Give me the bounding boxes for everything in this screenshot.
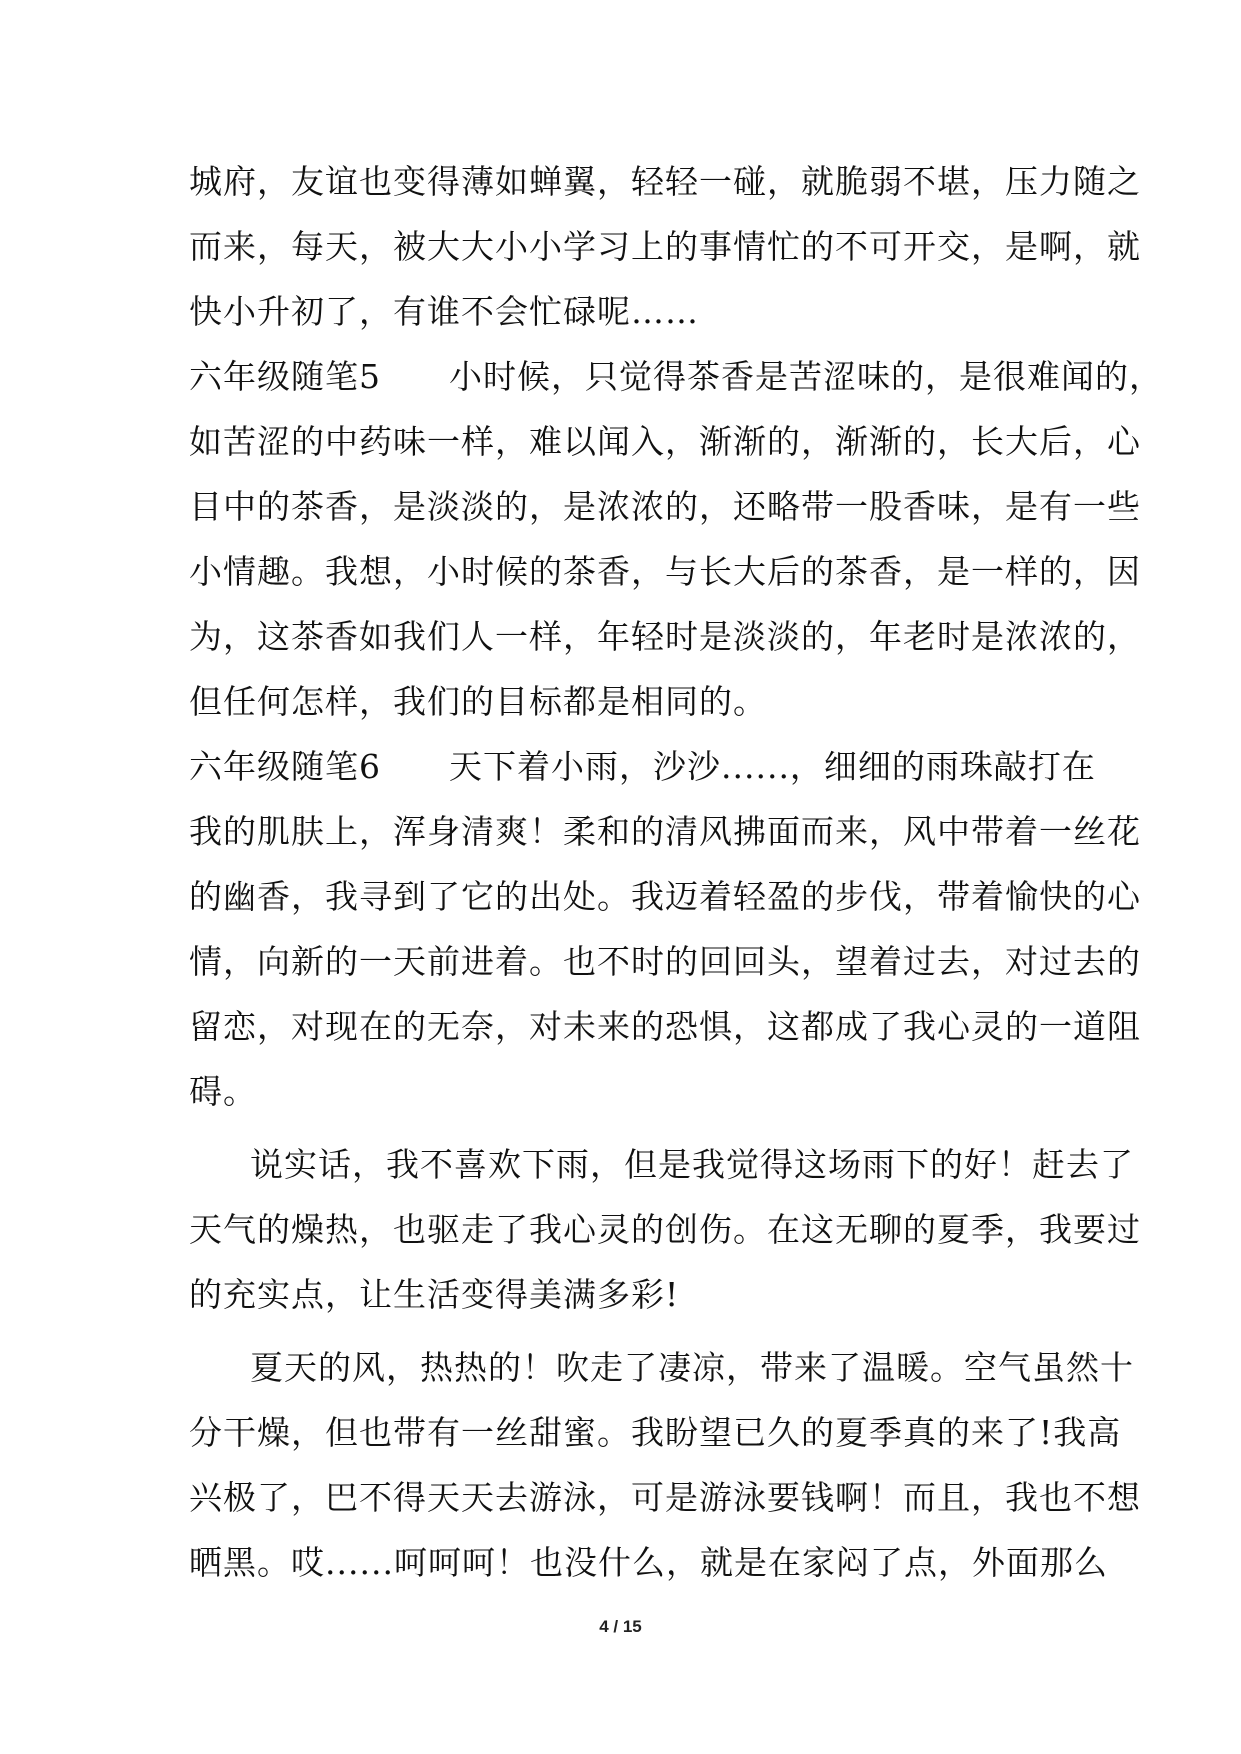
text-line: 留恋，对现在的无奈，对未来的恐惧，这都成了我心灵的一道阻 — [189, 1007, 1141, 1046]
page-number: 4 / 15 — [599, 1617, 642, 1636]
text-line: 的幽香，我寻到了它的出处。我迈着轻盈的步伐，带着愉快的心 — [189, 877, 1141, 916]
text-line: 六年级随笔5 小时候，只觉得茶香是苦涩味的，是很难闻的， — [189, 357, 1163, 396]
text-line: 的充实点，让生活变得美满多彩! — [189, 1275, 680, 1314]
text-line: 兴极了，巴不得天天去游泳，可是游泳要钱啊！而且，我也不想 — [189, 1478, 1141, 1517]
text-line: 说实话，我不喜欢下雨，但是我觉得这场雨下的好！赶去了 — [250, 1145, 1134, 1184]
text-line: 小情趣。我想，小时候的茶香，与长大后的茶香，是一样的，因 — [189, 552, 1141, 591]
text-line: 情，向新的一天前进着。也不时的回回头，望着过去，对过去的 — [189, 942, 1141, 981]
text-line: 如苦涩的中药味一样，难以闻入，渐渐的，渐渐的，长大后，心 — [189, 422, 1141, 461]
text-line: 而来，每天，被大大小小学习上的事情忙的不可开交，是啊，就 — [189, 227, 1141, 266]
text-line: 天气的燥热，也驱走了我心灵的创伤。在这无聊的夏季，我要过 — [189, 1210, 1141, 1249]
text-line: 晒黑。哎......呵呵呵！也没什么，就是在家闷了点，外面那么 — [189, 1543, 1108, 1582]
text-line: 碍。 — [189, 1072, 257, 1111]
text-line: 快小升初了，有谁不会忙碌呢…… — [189, 292, 699, 331]
text-line: 目中的茶香，是淡淡的，是浓浓的，还略带一股香味，是有一些 — [189, 487, 1141, 526]
text-line: 城府，友谊也变得薄如蝉翼，轻轻一碰，就脆弱不堪，压力随之 — [189, 162, 1141, 201]
text-line: 但任何怎样，我们的目标都是相同的。 — [189, 682, 767, 721]
text-line: 分干燥，但也带有一丝甜蜜。我盼望已久的夏季真的来了!我高 — [189, 1413, 1122, 1452]
text-line: 夏天的风，热热的！吹走了凄凉，带来了温暖。空气虽然十 — [250, 1348, 1134, 1387]
text-line: 为，这茶香如我们人一样，年轻时是淡淡的，年老时是浓浓的， — [189, 617, 1141, 656]
text-line: 六年级随笔6 天下着小雨，沙沙......，细细的雨珠敲打在 — [189, 747, 1096, 786]
text-line: 我的肌肤上，浑身清爽！柔和的清风拂面而来，风中带着一丝花 — [189, 812, 1141, 851]
